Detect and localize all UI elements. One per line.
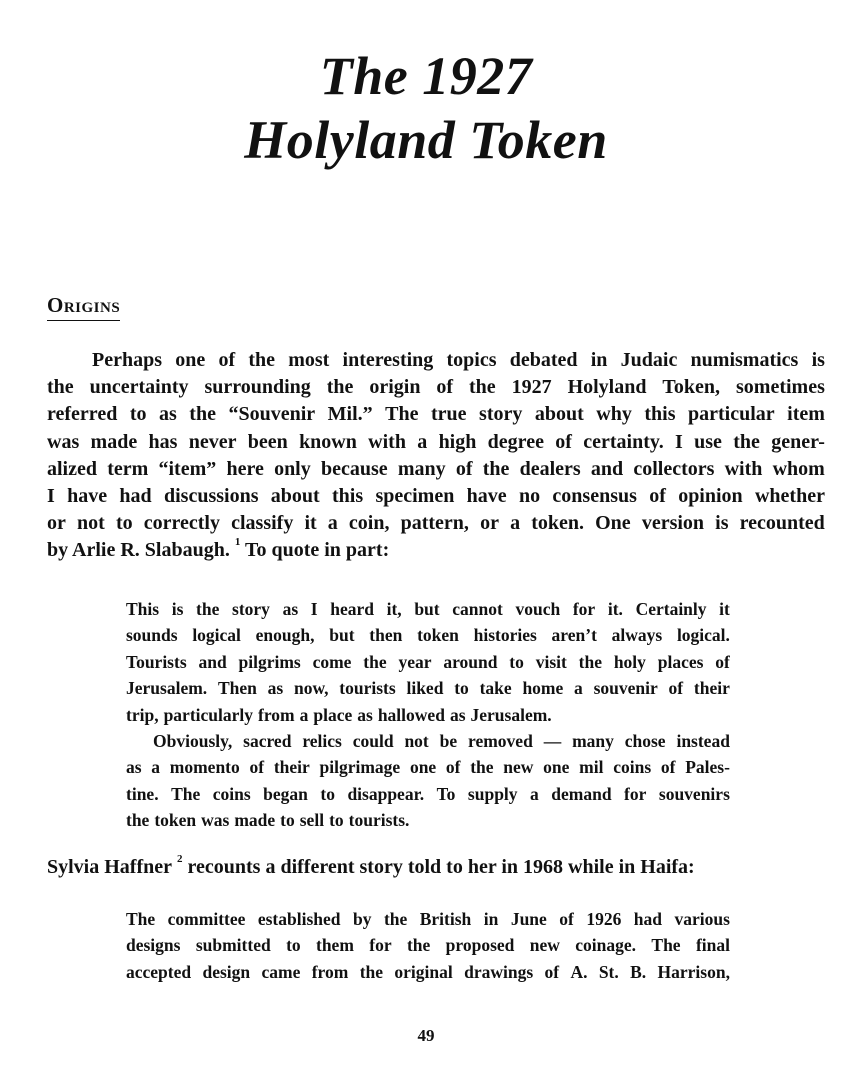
word: most <box>288 349 330 371</box>
word: then <box>369 625 403 646</box>
word: This <box>126 599 160 619</box>
word: have <box>466 484 507 507</box>
word: to <box>286 935 301 956</box>
word: from <box>311 961 349 982</box>
word: coinage. <box>575 935 637 956</box>
quote-line <box>126 906 730 932</box>
word: logical <box>192 625 241 646</box>
word: the <box>196 599 220 619</box>
section-heading: Origins <box>47 292 120 321</box>
word: aren’t <box>551 625 597 646</box>
word: as <box>126 757 142 778</box>
word: and <box>198 651 227 672</box>
word: began <box>263 783 308 804</box>
word: is <box>811 349 825 371</box>
word: one <box>409 757 437 778</box>
word: particularly <box>163 704 254 725</box>
word: for <box>369 935 392 956</box>
word: British <box>419 909 472 929</box>
word: the <box>189 403 216 426</box>
word: enough, <box>255 625 315 646</box>
word: The <box>126 909 156 929</box>
word: dealers <box>519 457 581 480</box>
word: hallowed <box>377 704 445 725</box>
word: the <box>406 935 431 956</box>
word: token. <box>531 512 584 535</box>
word: uncertainty <box>89 376 189 399</box>
word: as <box>449 704 466 725</box>
word: Perhaps <box>92 349 162 371</box>
word: a <box>151 757 161 778</box>
quote-line <box>126 728 730 754</box>
text-line <box>47 537 825 564</box>
word: never <box>188 430 237 453</box>
word: of <box>544 961 560 982</box>
word: their <box>273 757 310 778</box>
word: not <box>404 730 429 751</box>
word: because <box>320 457 388 480</box>
word: the <box>482 457 510 480</box>
word: debated <box>509 349 578 371</box>
word: coin, <box>348 512 390 535</box>
word: chose <box>624 730 666 751</box>
word: why <box>596 403 632 426</box>
word: disappear. <box>347 783 425 804</box>
word: submitted <box>195 935 271 956</box>
text-line <box>47 347 825 374</box>
word: or <box>480 512 499 535</box>
word: many <box>572 730 614 751</box>
word: final <box>695 935 730 956</box>
word: and <box>590 457 624 480</box>
block-quote-1 <box>126 596 730 834</box>
word: many <box>397 457 446 480</box>
word: committee <box>167 909 246 929</box>
word: with <box>724 457 763 480</box>
word: only <box>274 457 311 480</box>
word: is <box>171 599 184 619</box>
word: certainty. <box>583 430 664 453</box>
title-line-2: Holyland Token <box>244 110 608 170</box>
word: is <box>715 512 729 535</box>
word: of <box>715 651 730 672</box>
word: to <box>509 651 524 672</box>
word: to <box>115 512 133 535</box>
word: Certainly <box>635 599 707 619</box>
word: term <box>107 457 149 480</box>
word: made <box>90 430 138 453</box>
word: no <box>518 484 541 507</box>
word: new <box>529 935 560 956</box>
word: surrounding <box>204 376 311 399</box>
word: made <box>234 810 276 831</box>
word: a <box>299 704 309 725</box>
word: of <box>660 757 676 778</box>
word: numismatics <box>690 349 799 371</box>
word: Pales- <box>685 757 730 778</box>
quote-line <box>126 596 730 622</box>
word: of <box>218 349 236 371</box>
word: proposed <box>445 935 515 956</box>
word: mil <box>579 757 604 778</box>
word: the <box>126 810 150 831</box>
word: tine. <box>126 783 159 804</box>
title-line-1: The 1927 <box>319 46 533 106</box>
word: discussions <box>163 484 259 507</box>
word: vouch <box>515 599 561 619</box>
text-fragment: by Arlie R. Slabaugh. <box>47 539 230 562</box>
word: Then <box>217 678 257 699</box>
word: the <box>578 651 602 672</box>
word: around <box>443 651 498 672</box>
word: I <box>47 484 55 507</box>
body-paragraph-1 <box>47 347 825 565</box>
footnote-ref-2: 2 <box>177 853 183 865</box>
word: from <box>258 704 295 725</box>
word: item <box>787 403 825 426</box>
word: collectors <box>633 457 715 480</box>
word: the <box>733 430 760 453</box>
text-fragment: To quote in part: <box>240 539 390 562</box>
word: use <box>694 430 722 453</box>
word: to <box>129 403 147 426</box>
word: one <box>543 757 570 778</box>
word: sounds <box>126 625 178 646</box>
footnote-ref-1: 1 <box>234 536 241 549</box>
word: I <box>675 430 683 453</box>
word: whom <box>772 457 825 480</box>
word: liked <box>406 678 444 699</box>
word: of <box>455 457 473 480</box>
word: of <box>555 430 572 453</box>
word: The <box>651 935 681 956</box>
quote-line <box>126 754 730 780</box>
word: for <box>572 599 596 619</box>
word: gener- <box>771 430 825 453</box>
word: visit <box>535 651 567 672</box>
word: demand <box>551 783 612 804</box>
word: supply <box>467 783 518 804</box>
word: 1927 <box>511 376 552 399</box>
word: true <box>431 403 467 426</box>
word: had <box>119 484 152 507</box>
text-line <box>47 401 825 428</box>
word: in <box>590 349 608 371</box>
word: for <box>624 783 647 804</box>
word: by <box>352 909 372 929</box>
word: removed <box>468 730 533 751</box>
word: as <box>357 704 373 725</box>
word: it. <box>607 599 623 619</box>
word: a <box>530 783 539 804</box>
word: story <box>232 599 270 619</box>
word: the <box>363 651 387 672</box>
word: was <box>47 430 80 453</box>
body-paragraph-2 <box>47 854 825 881</box>
word: place <box>313 704 353 725</box>
word: histories <box>473 625 537 646</box>
word: their <box>693 678 730 699</box>
word: a <box>417 430 428 453</box>
word: pattern, <box>400 512 469 535</box>
word: as <box>282 599 299 619</box>
quote-line <box>126 781 730 807</box>
word: Jerusalem. <box>126 678 208 699</box>
word: Holyland <box>567 376 647 399</box>
word: Tourists <box>126 651 187 672</box>
word: home <box>522 678 564 699</box>
text-line <box>47 510 825 537</box>
word: classify <box>231 512 294 535</box>
word: whether <box>754 484 825 507</box>
word: known <box>299 430 357 453</box>
word: tourists <box>339 678 396 699</box>
word: have <box>67 484 108 507</box>
word: story <box>479 403 523 426</box>
word: has <box>148 430 178 453</box>
text-fragment: Sylvia Haffner <box>47 856 172 878</box>
page-title <box>0 44 852 172</box>
word: specimen <box>375 484 455 507</box>
word: relics <box>302 730 342 751</box>
word: of <box>436 376 454 399</box>
word: high <box>438 430 477 453</box>
word: here <box>226 457 264 480</box>
word: it <box>719 599 730 619</box>
word: Token, <box>662 376 721 399</box>
word: a <box>510 512 521 535</box>
word: sacred <box>243 730 292 751</box>
word: the <box>326 376 354 399</box>
word: year <box>398 651 432 672</box>
quote-line <box>126 702 730 728</box>
word: token <box>417 625 459 646</box>
word: origin <box>369 376 421 399</box>
word: degree <box>487 430 544 453</box>
word: souvenir <box>593 678 658 699</box>
word: I <box>310 599 318 619</box>
word: a <box>327 512 338 535</box>
word: To <box>436 783 456 804</box>
word: take <box>479 678 512 699</box>
word: it, <box>386 599 402 619</box>
word: a <box>574 678 583 699</box>
word: of <box>445 757 461 778</box>
text-line <box>47 429 825 456</box>
word: always <box>611 625 663 646</box>
word: this <box>644 403 676 426</box>
text-line <box>47 854 825 881</box>
word: St. <box>598 961 619 982</box>
word: consensus <box>552 484 637 507</box>
word: one <box>175 349 206 371</box>
word: The <box>385 403 419 426</box>
word: sometimes <box>736 376 825 399</box>
word: opinion <box>678 484 743 507</box>
word: established <box>257 909 341 929</box>
word: the <box>47 376 74 399</box>
word: token <box>154 810 197 831</box>
word: cannot <box>452 599 503 619</box>
word: holy <box>613 651 646 672</box>
quote-line <box>126 807 730 833</box>
word: came <box>261 961 301 982</box>
word: drawings <box>464 961 534 982</box>
word: version <box>641 512 705 535</box>
quote-line <box>126 622 730 648</box>
word: Obviously, <box>153 730 233 751</box>
word: 1926 <box>586 909 622 929</box>
word: June <box>510 909 547 929</box>
word: or <box>47 512 66 535</box>
page-number: 49 <box>417 1026 435 1045</box>
word: to <box>280 810 295 831</box>
quote-line <box>126 675 730 701</box>
word: the <box>470 757 494 778</box>
word: of <box>668 678 684 699</box>
word: them <box>316 935 354 956</box>
word: the <box>248 349 275 371</box>
word: be <box>439 730 458 751</box>
word: design <box>202 961 251 982</box>
word: heard <box>330 599 374 619</box>
word: it <box>304 512 317 535</box>
word: pilgrims <box>238 651 301 672</box>
word: about <box>534 403 584 426</box>
word: as <box>267 678 284 699</box>
word: tourists. <box>348 810 410 831</box>
word: as <box>159 403 177 426</box>
text-line <box>47 483 825 510</box>
word: the <box>469 376 496 399</box>
word: with <box>368 430 406 453</box>
word: momento <box>169 757 240 778</box>
word: souvenirs <box>658 783 730 804</box>
word: been <box>247 430 288 453</box>
word: sell <box>299 810 325 831</box>
word: topics <box>446 349 497 371</box>
word: this <box>332 484 364 507</box>
word: particular <box>687 403 775 426</box>
word: B. <box>630 961 647 982</box>
word: coins <box>212 783 251 804</box>
quote-line <box>126 959 730 985</box>
word: but <box>329 625 355 646</box>
word: The <box>171 783 201 804</box>
word: referred <box>47 403 118 426</box>
word: trip, <box>126 704 159 725</box>
quote-line <box>126 932 730 958</box>
quote-line <box>126 649 730 675</box>
word: One <box>595 512 631 535</box>
word: could <box>352 730 394 751</box>
word: of <box>649 484 666 507</box>
word: logical. <box>676 625 730 646</box>
word: pilgrimage <box>319 757 401 778</box>
word: about <box>270 484 320 507</box>
text-line <box>47 374 825 401</box>
word: the <box>383 909 408 929</box>
word: places <box>657 651 704 672</box>
word: various <box>674 909 730 929</box>
word: Harrison, <box>657 961 730 982</box>
word: but <box>414 599 440 619</box>
word: now, <box>293 678 329 699</box>
word: original <box>394 961 453 982</box>
word: accepted <box>126 961 192 982</box>
word: coins <box>613 757 652 778</box>
word: instead <box>676 730 730 751</box>
word: “item” <box>158 457 217 480</box>
word: alized <box>47 457 97 480</box>
word: was <box>201 810 230 831</box>
word: interesting <box>342 349 434 371</box>
word: the <box>359 961 384 982</box>
block-quote-2 <box>126 906 730 985</box>
word: A. <box>570 961 588 982</box>
word: — <box>543 730 562 751</box>
word: of <box>559 909 574 929</box>
word: in <box>483 909 499 929</box>
word: not <box>77 512 105 535</box>
word: Mil.” <box>327 403 373 426</box>
word: recounted <box>739 512 825 535</box>
word: of <box>249 757 265 778</box>
word: “Souvenir <box>228 403 316 426</box>
word: to <box>454 678 469 699</box>
text-line <box>47 456 825 483</box>
word: Jerusalem. <box>470 704 552 725</box>
word: correctly <box>143 512 220 535</box>
word: designs <box>126 935 181 956</box>
word: new <box>503 757 534 778</box>
word: to <box>320 783 335 804</box>
word: Judaic <box>620 349 678 371</box>
word: come <box>312 651 352 672</box>
word: had <box>633 909 663 929</box>
text-fragment: recounts a different story told to her in 1968 while in Haifa: <box>182 856 695 878</box>
word: to <box>329 810 344 831</box>
